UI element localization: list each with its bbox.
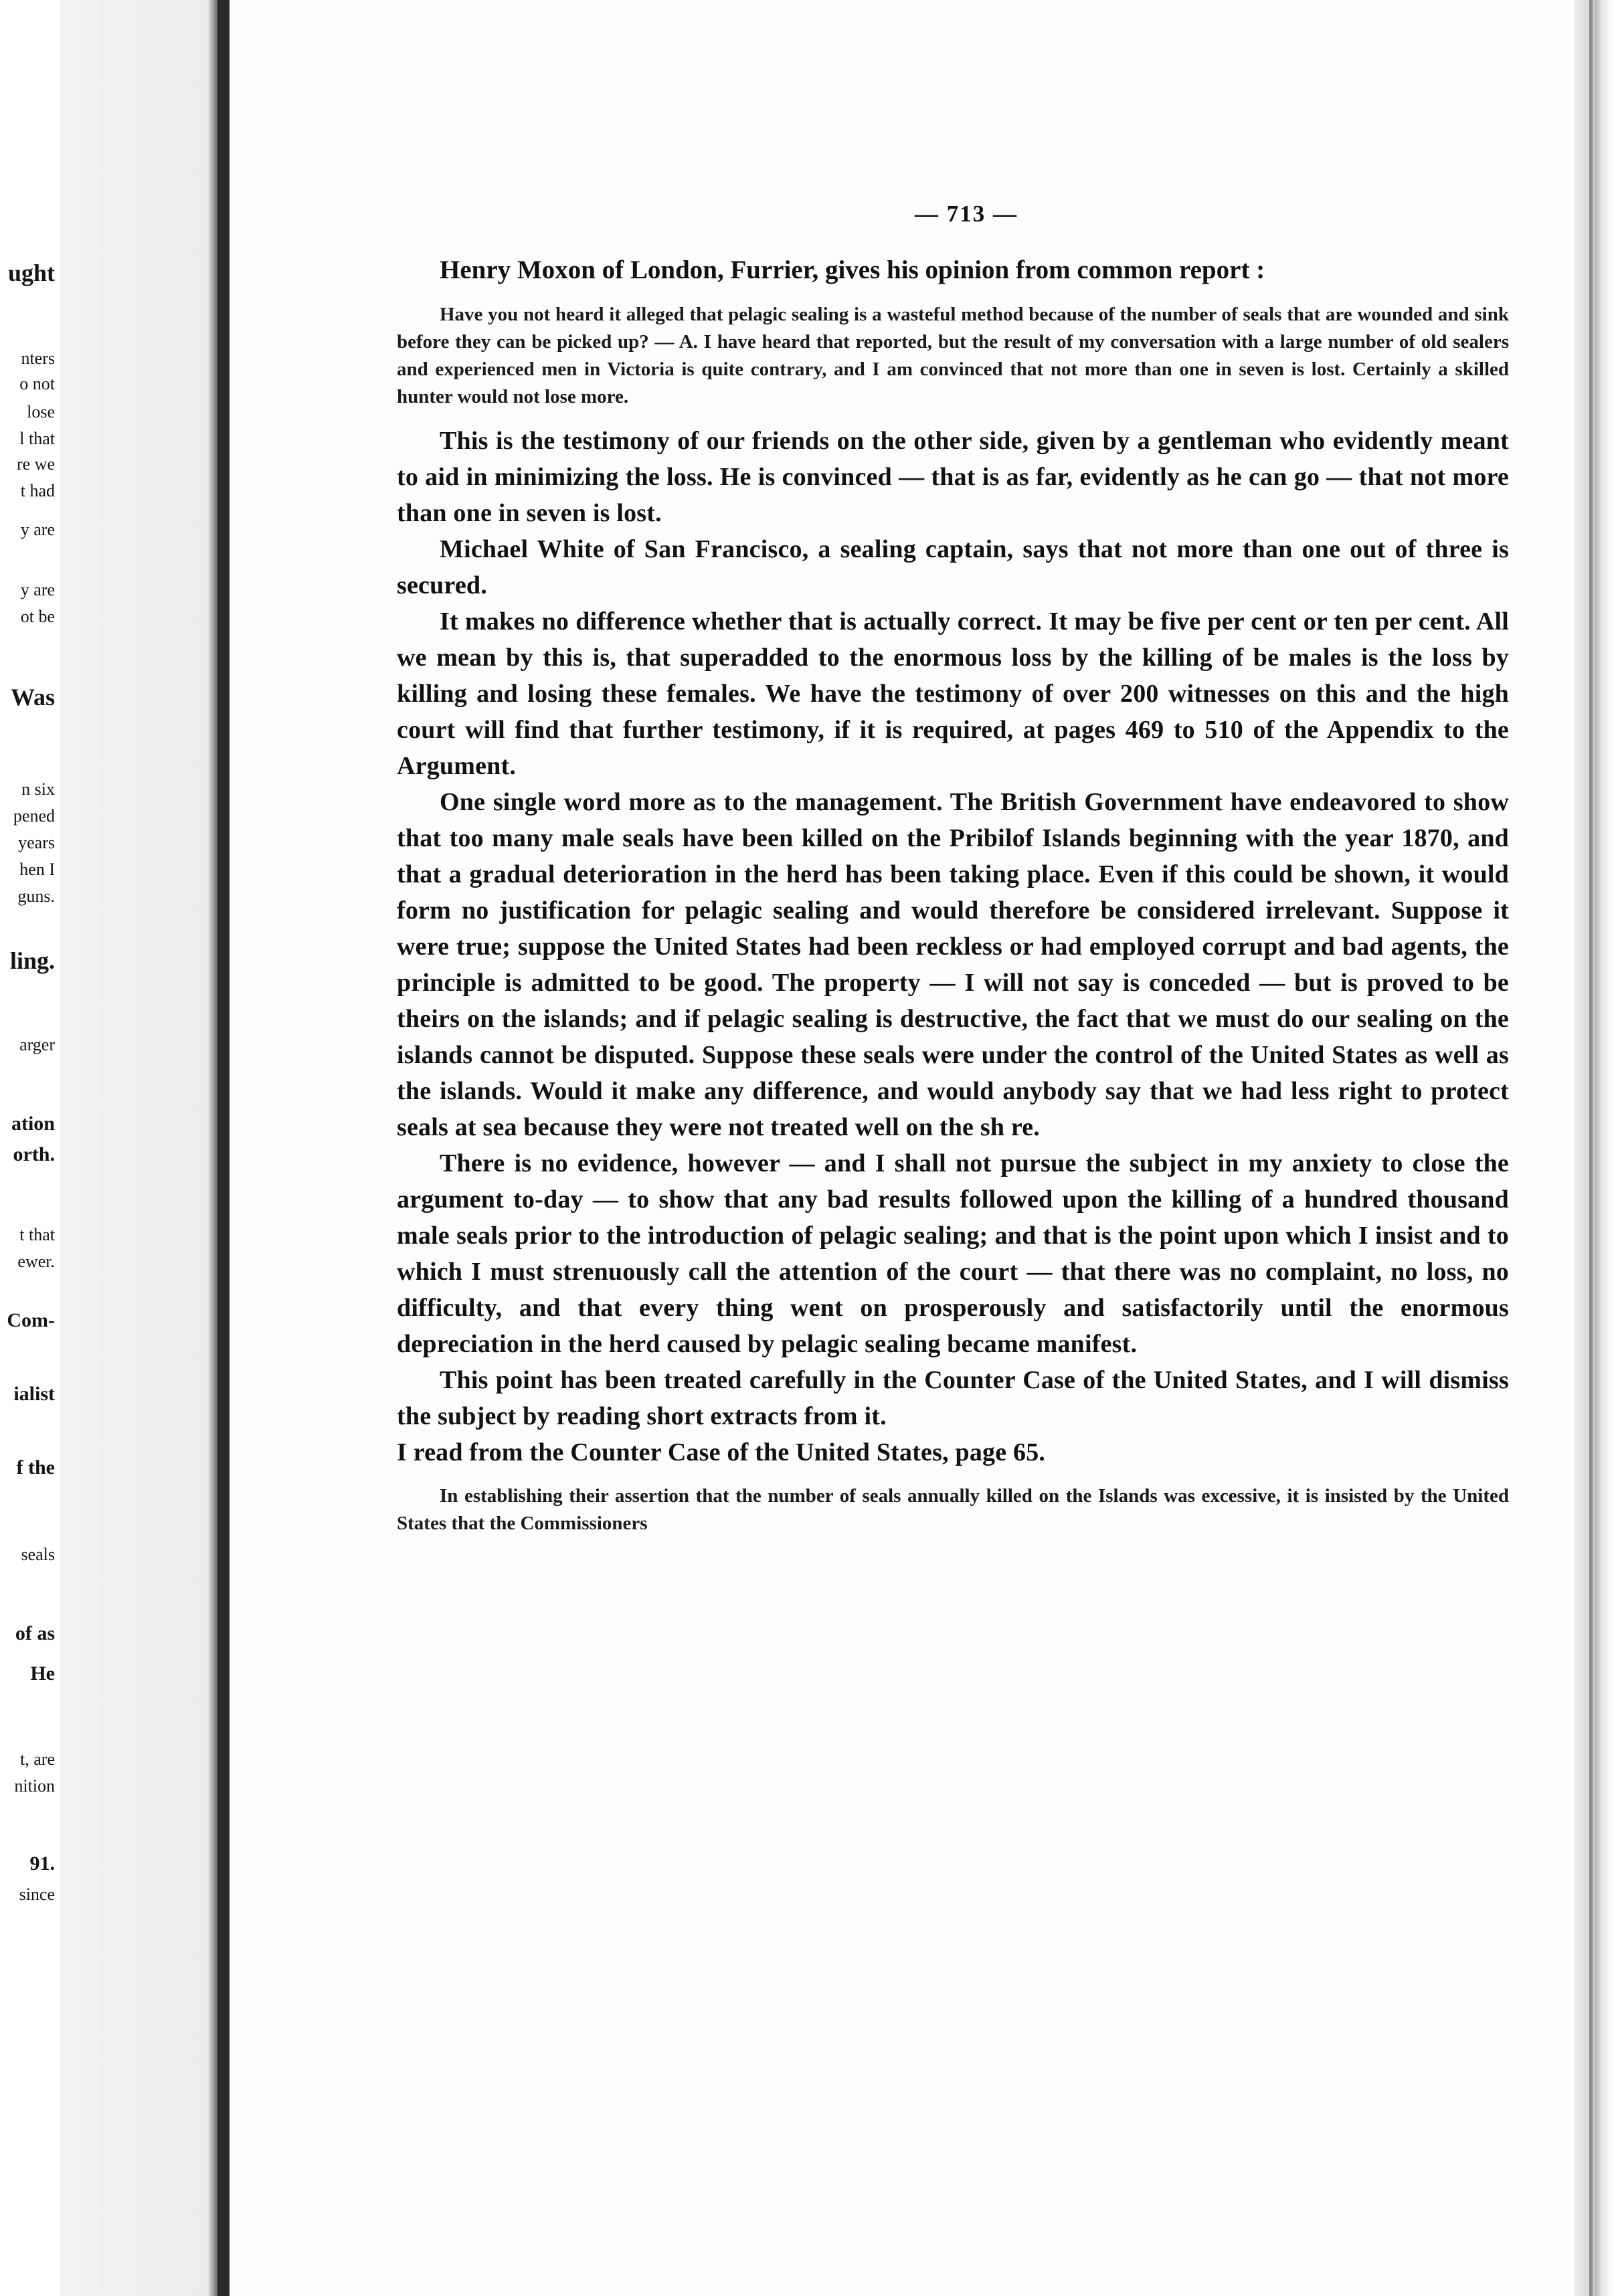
left-fragment: seals — [21, 1545, 55, 1564]
left-fragment: years — [18, 833, 55, 852]
left-fragment: f the — [16, 1456, 55, 1478]
left-fragment: t, are — [20, 1749, 55, 1769]
left-fragment: since — [19, 1885, 55, 1904]
document-page — [230, 0, 1575, 2296]
left-fragment: n six — [21, 779, 55, 799]
left-fragment: ling. — [9, 947, 55, 974]
left-fragment: pened — [13, 806, 55, 826]
left-fragment: ught — [7, 260, 55, 286]
left-fragment: orth. — [13, 1143, 55, 1165]
gutter-shadow — [217, 0, 230, 2296]
paragraph-moxon-intro: Henry Moxon of London, Furrier, gives his opinion from common report : — [440, 256, 1265, 284]
page-edge-ridge — [1589, 0, 1593, 2296]
left-fragment: t had — [20, 481, 55, 500]
book-gutter — [60, 0, 228, 2296]
left-fragment: y are — [20, 520, 55, 539]
left-fragment: Com- — [7, 1309, 55, 1331]
paragraph-counter-case: This point has been treated carefully in the Counter Case of the United States, and I will dismiss the subject by reading short extracts from it. — [397, 1366, 1509, 1430]
left-fragment: He — [30, 1662, 55, 1685]
left-fragment: 91. — [29, 1852, 55, 1875]
left-page-edge — [0, 0, 60, 2296]
paragraph-difference: It makes no difference whether that is actually correct. It may be five per cent or ten per cent. All we mean by this is, that superadded to the enormous loss by the killing of be males is the loss by killing and losing these females. We have the testimony of over 200 witnesses on this and the high court will find that further testimony, if it is required, at pages 469 to 510 of the Appendix to the Argument. — [397, 607, 1509, 780]
left-fragment: y are — [20, 580, 55, 599]
page-body — [397, 201, 1509, 1537]
page-edge-right — [1575, 0, 1614, 2296]
left-fragment: ialist — [13, 1383, 55, 1405]
left-fragment: arger — [19, 1035, 55, 1054]
left-fragment: of as — [15, 1622, 55, 1644]
paragraph-management: One single word more as to the management. The British Government have endeavored to show that too many male seals have been killed on the Pribilof Islands beginning with the year 1870, and that a gradual deterioration in the herd has been taking place. Even if this could be shown, it would form no justification for pelagic sealing and would therefore be considered irrelevant. Suppose it were true; suppose the United States had been reckless or had employed corrupt and bad agents, the principle is admitted to be good. The property — I will not say is conceded — but is proved to be theirs on the islands; and if pelagic sealing is destructive, the fact that we must do our sealing on the islands cannot be disputed. Suppose these seals were under the control of the United States as well as the islands. Would it make any difference, and would anybody say that we had less right to protect seals at sea because they were not treated well on the sh re. — [397, 788, 1509, 1141]
paragraph-read-from: I read from the Counter Case of the United States, page 65. — [397, 1438, 1046, 1466]
block-quote-counter-case: In establishing their assertion that the number of seals annually killed on the Islands was excessive, it is insisted by the United States that the Commissioners — [397, 1485, 1509, 1534]
page-number: — 713 — — [915, 201, 1018, 227]
block-quote-moxon: Have you not heard it alleged that pelagic sealing is a wasteful method because of the number of seals that are wounded and sink before they can be picked up? — A. I have heard that reported, but the result of my conversation with a large number of old sealers and experienced men in Victoria is quite contrary, and I am convinced that not more than one in seven is lost. Certainly a skilled hunter would not lose more. — [397, 304, 1509, 407]
left-fragment: ot be — [20, 607, 55, 626]
left-fragment: l that — [19, 429, 55, 448]
left-fragment: ation — [11, 1113, 55, 1135]
left-fragment: t that — [19, 1225, 55, 1244]
left-fragment: o not — [19, 374, 55, 393]
left-fragment: guns. — [17, 886, 55, 906]
left-fragment: nters — [21, 349, 55, 368]
left-fragment: nition — [14, 1776, 55, 1796]
paragraph-white: Michael White of San Francisco, a sealing captain, says that not more than one out of three is secured. — [397, 535, 1509, 599]
left-fragment: hen I — [19, 860, 55, 879]
paragraph-no-evidence: There is no evidence, however — and I shall not pursue the subject in my anxiety to close the argument to-day — to show that any bad results followed upon the killing of a hundred thousand male seals prior to the introduction of pelagic sealing; and that is the point upon which I insist and to which I must strenuously call the attention of the court — that there was no complaint, no loss, no difficulty, and that every thing went on prosperously and satisfactorily until the enormous depreciation in the herd caused by pelagic sealing became manifest. — [397, 1149, 1509, 1358]
left-fragment: lose — [27, 402, 55, 421]
left-fragment: Was — [10, 684, 55, 710]
paragraph-testimony: This is the testimony of our friends on the other side, given by a gentleman who evidently meant to aid in minimizing the loss. He is convinced — that is as far, evidently as he can go — that not more than one in seven is lost. — [397, 427, 1509, 527]
left-fragment: ewer. — [17, 1252, 55, 1271]
left-fragment: re we — [16, 454, 55, 474]
